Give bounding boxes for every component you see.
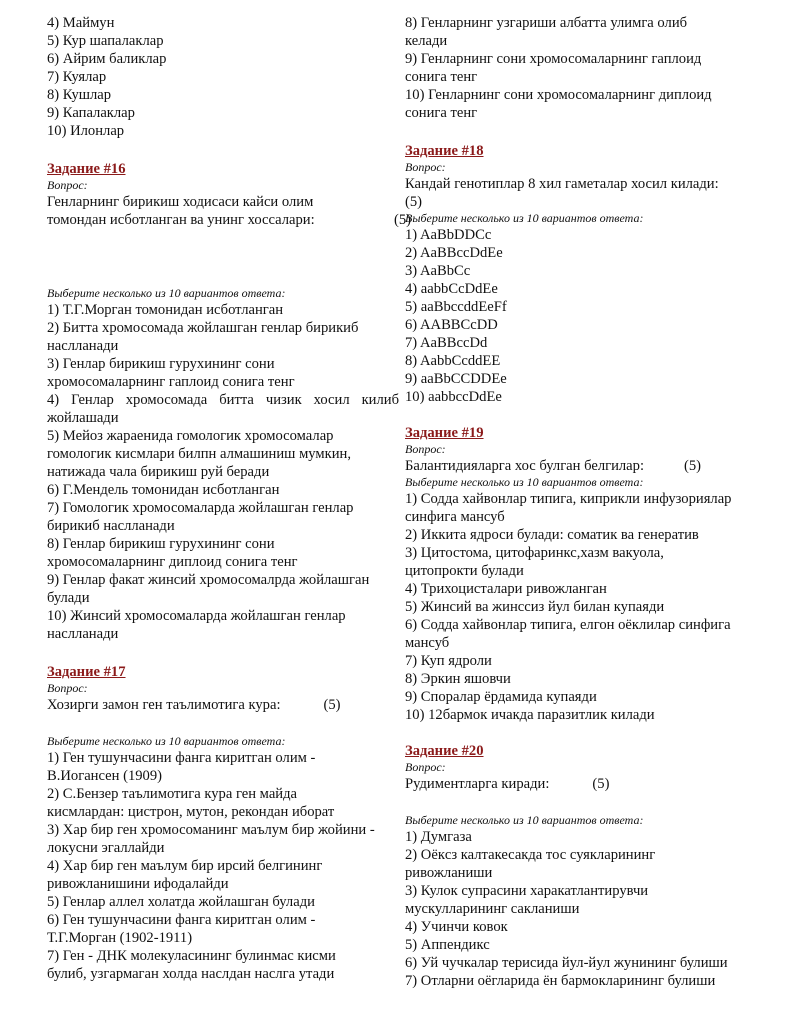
answer-text-line: 3) Кулок супрасини харакатлантирувчи xyxy=(405,883,649,899)
answer-option: 7) AaBBccDd xyxy=(405,335,488,351)
question-label: Вопрос: xyxy=(47,178,88,192)
question-block-16 xyxy=(47,160,411,643)
answer-option xyxy=(47,571,399,607)
answer-option xyxy=(405,846,760,882)
answer-instruction: Выберите несколько из 10 вариантов ответа: xyxy=(405,813,644,827)
answer-text-line: гомологик кисмлари билпн алмашиниш мумкин, xyxy=(47,446,351,462)
question-points: (5) xyxy=(684,458,702,474)
answer-option: 8) Эркин яшовчи xyxy=(405,671,511,687)
answer-text-line: ривожланишини ифодалайди xyxy=(47,876,229,892)
question-label: Вопрос: xyxy=(47,681,88,695)
answer-text-line: мускулларининг сакланиши xyxy=(405,901,580,917)
answer-text-line: мансуб xyxy=(405,635,450,651)
answer-option: 6) AABBCcDD xyxy=(405,317,498,333)
answer-text-line: булади xyxy=(47,590,90,606)
question-title: Задание #19 xyxy=(405,425,484,441)
answer-option: 10) Илонлар xyxy=(47,123,125,139)
answer-option: 9) Капалаклар xyxy=(47,105,135,121)
answer-option xyxy=(47,947,399,983)
answer-text-line: 6) Ген тушунчасини фанга киритган олим - xyxy=(47,912,316,928)
continued-answer-list xyxy=(405,14,760,122)
answer-option xyxy=(405,50,760,86)
answer-option: 5) Аппендикс xyxy=(405,937,490,953)
question-title: Задание #20 xyxy=(405,743,484,759)
answer-option: 1) Думгаза xyxy=(405,829,472,845)
answer-option: 5) aaBbccddEeFf xyxy=(405,299,507,315)
answer-option xyxy=(47,355,399,391)
question-title: Задание #16 xyxy=(47,161,126,177)
answer-text-line: 3) Цитостома, цитофаринкс,хазм вакуола, xyxy=(405,545,664,561)
answer-text-line: 6) Содда хайвонлар типига, елгон оёклилар синфига xyxy=(405,617,731,633)
answer-text-line: ривожланиши xyxy=(405,865,493,881)
answer-option: 5) Кур шапалаклар xyxy=(47,33,164,49)
question-label: Вопрос: xyxy=(405,160,446,174)
answer-list xyxy=(405,828,760,990)
answer-option xyxy=(405,86,760,122)
answer-option xyxy=(47,391,399,427)
answer-option: 4) Трихоцисталари ривожланган xyxy=(405,581,607,597)
question-points: (5) xyxy=(592,776,610,792)
question-text: Кандай генотиплар 8 хил гаметалар хосил килади: xyxy=(405,176,719,192)
answer-text-line: 9) Генларнинг сони хромосомаларнинг гаплоид xyxy=(405,51,702,67)
answer-text-line: 3) Генлар бирикиш гурухининг сони xyxy=(47,356,275,372)
question-block-17 xyxy=(47,663,399,983)
answer-option xyxy=(405,882,760,918)
answer-instruction: Выберите несколько из 10 вариантов ответа: xyxy=(405,475,644,489)
answer-text-line: 1) Ген тушунчасини фанга киритган олим - xyxy=(47,750,316,766)
right-column xyxy=(405,14,760,990)
question-text-row xyxy=(405,775,760,793)
answer-option: 4) aabbCcDdEe xyxy=(405,281,498,297)
answer-text-line: 2) С.Бензер таълимотига кура ген майда xyxy=(47,786,298,802)
answer-option: 6) Г.Мендель томонидан исботланган xyxy=(47,482,280,498)
answer-text-line: хромосомаларнинг гаплоид сонига тенг xyxy=(47,374,295,390)
answer-option: 10) 12бармок ичакда паразитлик килади xyxy=(405,707,655,723)
question-title: Задание #18 xyxy=(405,143,484,159)
answer-text-line: 8) Генлар бирикиш гурухининг сони xyxy=(47,536,275,552)
question-block-20 xyxy=(405,742,760,990)
answer-text-line: булиб, узгармаган холда наслдан наслга утади xyxy=(47,966,335,982)
answer-option xyxy=(47,821,399,857)
answer-option xyxy=(47,857,399,893)
question-title: Задание #17 xyxy=(47,664,126,680)
question-text-row xyxy=(405,457,760,475)
answer-option xyxy=(47,319,399,355)
answer-text-line: 9) Генлар факат жинсий хромосомалрда жойлашган xyxy=(47,572,370,588)
answer-option: 8) Кушлар xyxy=(47,87,112,103)
answer-text-line: 10) Генларнинг сони хромосомаларнинг диплоид xyxy=(405,87,712,103)
answer-option: 6) Айрим баликлар xyxy=(47,51,167,67)
answer-instruction: Выберите несколько из 10 вариантов ответа: xyxy=(47,734,286,748)
answer-option xyxy=(405,14,760,50)
answer-text-line: 10) Жинсий хромосомаларда жойлашган генлар xyxy=(47,608,346,624)
answer-text-line: наслланади xyxy=(47,626,119,642)
question-text: Генларнинг бирикиш ходисаси кайси олим xyxy=(47,194,314,210)
answer-text-line: 7) Ген - ДНК молекуласининг булинмас кисми xyxy=(47,948,336,964)
answer-text-line: 4) Хар бир ген маълум бир ирсий белгининг xyxy=(47,858,323,874)
answer-option: 5) Генлар аллел холатда жойлашган булади xyxy=(47,894,315,910)
answer-instruction: Выберите несколько из 10 вариантов ответа: xyxy=(405,211,644,225)
question-block-18 xyxy=(405,142,760,406)
question-text-row xyxy=(47,696,399,714)
question-label: Вопрос: xyxy=(405,760,446,774)
answer-text-line: наслланади xyxy=(47,338,119,354)
answer-list xyxy=(47,301,399,643)
answer-option: 7) Куп ядроли xyxy=(405,653,492,669)
question-text: Хозирги замон ген таълимотига кура: xyxy=(47,697,281,713)
answer-option: 4) Маймун xyxy=(47,15,115,31)
answer-option: 1) AaBbDDCc xyxy=(405,227,492,243)
answer-text-line: сонига тенг xyxy=(405,69,478,85)
question-points: (5) xyxy=(405,194,423,210)
answer-text-line: жойлашади xyxy=(47,410,119,426)
answer-option: 4) Учинчи ковок xyxy=(405,919,508,935)
answer-option: 9) aaBbCCDDEe xyxy=(405,371,507,387)
answer-text-line: кисмлардан: цистрон, мутон, рекондан иборат xyxy=(47,804,335,820)
answer-option: 7) Отларни оёгларида ён бармокларининг булиши xyxy=(405,973,716,989)
continued-answer-list xyxy=(47,14,399,140)
answer-option xyxy=(405,544,760,580)
answer-option: 2) Иккита ядроси булади: соматик ва генератив xyxy=(405,527,699,543)
answer-list xyxy=(405,490,760,724)
answer-text-line: локусни эгаллайди xyxy=(47,840,165,856)
answer-option: 1) Т.Г.Морган томонидан исботланган xyxy=(47,302,284,318)
question-label: Вопрос: xyxy=(405,442,446,456)
answer-text-line: 8) Генларнинг узгариши албатта улимга олиб xyxy=(405,15,688,31)
answer-text-line: Т.Г.Морган (1902-1911) xyxy=(47,930,193,946)
answer-instruction: Выберите несколько из 10 вариантов ответа: xyxy=(47,286,286,300)
answer-text-line: цитопрокти булади xyxy=(405,563,524,579)
answer-text-line: 3) Хар бир ген хромосоманинг маълум бир жойини - xyxy=(47,822,375,838)
answer-text-line: натижада чала бирикиш руй беради xyxy=(47,464,270,480)
answer-text-line: синфига мансуб xyxy=(405,509,505,525)
answer-option: 2) AaBBccDdEe xyxy=(405,245,503,261)
answer-text-line: 7) Гомологик хромосомаларда жойлашган генлар xyxy=(47,500,354,516)
question-points: (5) xyxy=(393,212,411,228)
answer-text-line: хромосомаларнинг диплоид сонига тенг xyxy=(47,554,298,570)
answer-option: 9) Споралар ёрдамида купаяди xyxy=(405,689,597,705)
answer-text-line: 5) Мейоз жараенида гомологик хромосомалар xyxy=(47,428,334,444)
answer-option xyxy=(47,785,399,821)
left-column xyxy=(47,14,411,983)
answer-text-line: 1) Содда хайвонлар типига, киприкли инфузориялар xyxy=(405,491,732,507)
answer-option: 6) Уй чучкалар терисида йул-йул жунининг булиши xyxy=(405,955,728,971)
question-block-19 xyxy=(405,424,760,724)
answer-text-line: 2) Битта хромосомада жойлашган генлар бирикиб xyxy=(47,320,359,336)
answer-text-line: 2) Оёкcз калтакесакда тос суякларининг xyxy=(405,847,656,863)
answer-option xyxy=(405,490,760,526)
question-points: (5) xyxy=(323,697,341,713)
answer-option xyxy=(47,911,399,947)
answer-option xyxy=(405,616,760,652)
answer-option xyxy=(47,427,399,481)
answer-list xyxy=(47,749,399,983)
answer-option xyxy=(47,499,399,535)
answer-option: 10) aabbccDdEe xyxy=(405,389,502,405)
answer-option: 3) AaBbCc xyxy=(405,263,471,279)
answer-option: 7) Куялар xyxy=(47,69,107,85)
answer-text-line: сонига тенг xyxy=(405,105,478,121)
question-text: Рудиментларга киради: xyxy=(405,776,550,792)
answer-option xyxy=(47,535,399,571)
question-text-row xyxy=(47,211,411,229)
answer-option xyxy=(47,749,399,785)
answer-option xyxy=(47,607,399,643)
answer-list xyxy=(405,226,760,406)
answer-text-line: келади xyxy=(405,33,448,49)
answer-text-line: В.Иогансен (1909) xyxy=(47,768,162,784)
answer-option: 8) AabbCcddEE xyxy=(405,353,501,369)
question-text: Балантидияларга хос булган белгилар: xyxy=(405,458,645,474)
answer-option: 5) Жинсий ва жинссиз йул билан купаяди xyxy=(405,599,665,615)
question-text: томондан исботланган ва унинг хоссалари: xyxy=(47,212,315,228)
answer-text-line: бирикиб наслланади xyxy=(47,518,175,534)
answer-text-line: 4) Генлар хромосомада битта чизик хосил килиб xyxy=(47,392,399,408)
